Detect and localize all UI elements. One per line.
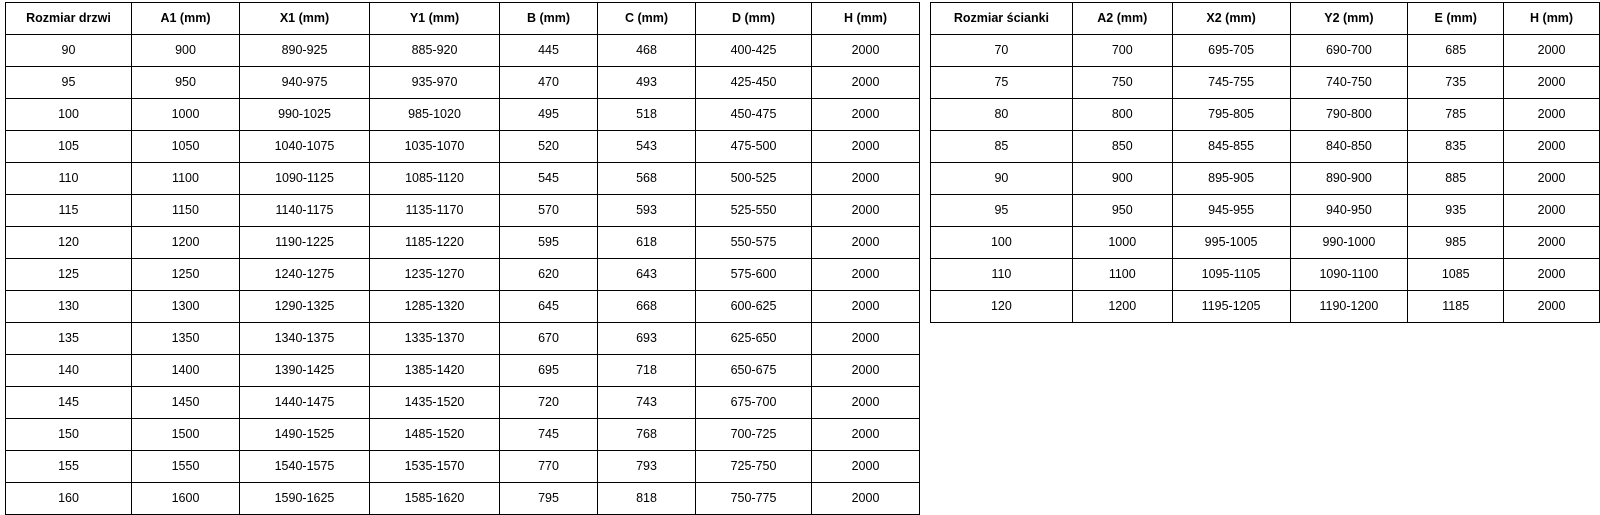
table-cell: 450-475 [696,99,812,131]
table-cell: 545 [500,163,598,195]
table-row [6,451,920,483]
table-cell: 95 [6,67,132,99]
table-cell: 2000 [812,291,920,323]
table-cell: 85 [931,131,1073,163]
table-cell: 643 [598,259,696,291]
table-cell: 1000 [1072,227,1172,259]
walls-column-header: Y2 (mm) [1290,3,1408,35]
table-cell: 1090-1100 [1290,259,1408,291]
table-cell: 1035-1070 [370,131,500,163]
table-cell: 795-805 [1172,99,1290,131]
table-cell: 2000 [812,35,920,67]
table-cell: 768 [598,419,696,451]
table-cell: 543 [598,131,696,163]
table-cell: 935 [1408,195,1504,227]
doors-table-header [6,3,920,35]
table-cell: 110 [931,259,1073,291]
table-cell: 1440-1475 [240,387,370,419]
table-cell: 620 [500,259,598,291]
table-cell: 1085-1120 [370,163,500,195]
table-cell: 700-725 [696,419,812,451]
table-cell: 785 [1408,99,1504,131]
table-row [931,67,1600,99]
table-cell: 2000 [812,259,920,291]
doors-column-header: B (mm) [500,3,598,35]
table-cell: 140 [6,355,132,387]
table-cell: 570 [500,195,598,227]
table-cell: 1290-1325 [240,291,370,323]
walls-column-header: H (mm) [1504,3,1600,35]
table-cell: 900 [1072,163,1172,195]
table-cell: 1040-1075 [240,131,370,163]
doors-column-header: A1 (mm) [132,3,240,35]
table-cell: 1140-1175 [240,195,370,227]
table-cell: 1450 [132,387,240,419]
table-cell: 935-970 [370,67,500,99]
table-cell: 125 [6,259,132,291]
table-cell: 795 [500,483,598,515]
table-cell: 2000 [1504,259,1600,291]
table-row [6,227,920,259]
table-cell: 110 [6,163,132,195]
doors-table-body [6,35,920,515]
table-cell: 740-750 [1290,67,1408,99]
table-cell: 518 [598,99,696,131]
table-cell: 790-800 [1290,99,1408,131]
table-cell: 940-975 [240,67,370,99]
table-cell: 1200 [132,227,240,259]
table-cell: 885-920 [370,35,500,67]
table-cell: 1500 [132,419,240,451]
table-cell: 2000 [1504,227,1600,259]
table-cell: 845-855 [1172,131,1290,163]
table-cell: 750 [1072,67,1172,99]
table-row [6,355,920,387]
table-cell: 2000 [1504,67,1600,99]
table-cell: 500-525 [696,163,812,195]
table-cell: 493 [598,67,696,99]
table-cell: 618 [598,227,696,259]
table-cell: 425-450 [696,67,812,99]
table-cell: 2000 [1504,131,1600,163]
table-cell: 1190-1225 [240,227,370,259]
table-cell: 945-955 [1172,195,1290,227]
table-cell: 950 [1072,195,1172,227]
table-cell: 1100 [1072,259,1172,291]
doors-column-header: X1 (mm) [240,3,370,35]
table-row [931,227,1600,259]
table-cell: 80 [931,99,1073,131]
table-cell: 525-550 [696,195,812,227]
doors-dimensions-table [5,2,920,515]
table-row [6,483,920,515]
walls-column-header: A2 (mm) [1072,3,1172,35]
table-cell: 1390-1425 [240,355,370,387]
walls-table-header [931,3,1600,35]
table-cell: 1335-1370 [370,323,500,355]
table-cell: 1350 [132,323,240,355]
table-cell: 1585-1620 [370,483,500,515]
table-cell: 1340-1375 [240,323,370,355]
table-cell: 1490-1525 [240,419,370,451]
table-cell: 650-675 [696,355,812,387]
table-header-row [931,3,1600,35]
table-cell: 150 [6,419,132,451]
table-cell: 1600 [132,483,240,515]
table-cell: 725-750 [696,451,812,483]
table-cell: 818 [598,483,696,515]
table-cell: 1195-1205 [1172,291,1290,323]
table-cell: 575-600 [696,259,812,291]
table-cell: 568 [598,163,696,195]
table-cell: 1190-1200 [1290,291,1408,323]
table-cell: 470 [500,67,598,99]
table-row [6,35,920,67]
table-cell: 2000 [812,323,920,355]
table-row [6,259,920,291]
table-cell: 745-755 [1172,67,1290,99]
table-cell: 2000 [1504,163,1600,195]
table-cell: 885 [1408,163,1504,195]
table-row [931,291,1600,323]
table-cell: 2000 [812,99,920,131]
table-cell: 2000 [812,131,920,163]
table-cell: 2000 [1504,195,1600,227]
doors-column-header: Rozmiar drzwi [6,3,132,35]
table-cell: 75 [931,67,1073,99]
table-cell: 155 [6,451,132,483]
table-cell: 695-705 [1172,35,1290,67]
table-cell: 1590-1625 [240,483,370,515]
table-cell: 2000 [812,163,920,195]
table-cell: 135 [6,323,132,355]
table-cell: 468 [598,35,696,67]
table-cell: 550-575 [696,227,812,259]
table-row [6,131,920,163]
table-cell: 1050 [132,131,240,163]
walls-column-header: E (mm) [1408,3,1504,35]
doors-column-header: H (mm) [812,3,920,35]
table-cell: 2000 [812,419,920,451]
table-cell: 990-1000 [1290,227,1408,259]
table-cell: 2000 [1504,99,1600,131]
table-cell: 600-625 [696,291,812,323]
table-cell: 130 [6,291,132,323]
table-cell: 2000 [812,355,920,387]
table-cell: 160 [6,483,132,515]
table-cell: 890-925 [240,35,370,67]
table-cell: 1435-1520 [370,387,500,419]
table-cell: 735 [1408,67,1504,99]
table-cell: 90 [6,35,132,67]
table-cell: 115 [6,195,132,227]
table-cell: 495 [500,99,598,131]
table-cell: 475-500 [696,131,812,163]
table-cell: 520 [500,131,598,163]
table-cell: 2000 [812,451,920,483]
table-row [6,291,920,323]
table-cell: 1550 [132,451,240,483]
table-cell: 100 [6,99,132,131]
table-cell: 950 [132,67,240,99]
walls-column-header: Rozmiar ścianki [931,3,1073,35]
table-cell: 1235-1270 [370,259,500,291]
walls-column-header: X2 (mm) [1172,3,1290,35]
table-row [6,323,920,355]
table-cell: 445 [500,35,598,67]
table-cell: 70 [931,35,1073,67]
table-cell: 2000 [1504,291,1600,323]
table-cell: 1090-1125 [240,163,370,195]
table-row [931,195,1600,227]
table-cell: 1095-1105 [1172,259,1290,291]
doors-column-header: D (mm) [696,3,812,35]
table-cell: 700 [1072,35,1172,67]
table-cell: 100 [931,227,1073,259]
table-cell: 400-425 [696,35,812,67]
table-cell: 985 [1408,227,1504,259]
table-cell: 1300 [132,291,240,323]
table-cell: 985-1020 [370,99,500,131]
table-row [931,99,1600,131]
table-cell: 2000 [812,483,920,515]
table-cell: 1250 [132,259,240,291]
table-header-row [6,3,920,35]
walls-dimensions-table-container [930,2,1600,323]
table-cell: 2000 [1504,35,1600,67]
table-cell: 1485-1520 [370,419,500,451]
table-cell: 695 [500,355,598,387]
walls-table-body [931,35,1600,323]
walls-dimensions-table [930,2,1600,323]
table-row [931,259,1600,291]
table-cell: 840-850 [1290,131,1408,163]
table-cell: 593 [598,195,696,227]
table-cell: 670 [500,323,598,355]
table-row [6,195,920,227]
doors-dimensions-table-container [5,2,920,515]
table-row [6,67,920,99]
table-cell: 690-700 [1290,35,1408,67]
table-cell: 1540-1575 [240,451,370,483]
table-cell: 793 [598,451,696,483]
doors-column-header: C (mm) [598,3,696,35]
table-cell: 105 [6,131,132,163]
table-cell: 940-950 [1290,195,1408,227]
table-row [6,387,920,419]
table-cell: 1085 [1408,259,1504,291]
table-cell: 1285-1320 [370,291,500,323]
table-cell: 685 [1408,35,1504,67]
table-row [6,419,920,451]
table-cell: 800 [1072,99,1172,131]
table-cell: 835 [1408,131,1504,163]
table-cell: 595 [500,227,598,259]
table-cell: 625-650 [696,323,812,355]
table-row [6,99,920,131]
table-cell: 1400 [132,355,240,387]
table-cell: 675-700 [696,387,812,419]
table-cell: 743 [598,387,696,419]
table-cell: 770 [500,451,598,483]
table-cell: 995-1005 [1172,227,1290,259]
table-cell: 2000 [812,387,920,419]
table-cell: 1135-1170 [370,195,500,227]
table-cell: 1385-1420 [370,355,500,387]
table-cell: 1185 [1408,291,1504,323]
table-cell: 668 [598,291,696,323]
table-row [6,163,920,195]
table-cell: 90 [931,163,1073,195]
table-cell: 900 [132,35,240,67]
table-cell: 1185-1220 [370,227,500,259]
table-cell: 850 [1072,131,1172,163]
table-cell: 1000 [132,99,240,131]
table-cell: 1200 [1072,291,1172,323]
table-cell: 120 [931,291,1073,323]
table-row [931,131,1600,163]
table-cell: 895-905 [1172,163,1290,195]
table-cell: 718 [598,355,696,387]
table-row [931,35,1600,67]
table-cell: 2000 [812,195,920,227]
table-cell: 145 [6,387,132,419]
table-cell: 95 [931,195,1073,227]
table-cell: 693 [598,323,696,355]
table-cell: 645 [500,291,598,323]
table-cell: 890-900 [1290,163,1408,195]
table-cell: 990-1025 [240,99,370,131]
table-cell: 1240-1275 [240,259,370,291]
table-cell: 750-775 [696,483,812,515]
table-cell: 1100 [132,163,240,195]
table-cell: 1150 [132,195,240,227]
table-cell: 1535-1570 [370,451,500,483]
doors-column-header: Y1 (mm) [370,3,500,35]
table-row [931,163,1600,195]
table-cell: 720 [500,387,598,419]
table-cell: 120 [6,227,132,259]
table-cell: 2000 [812,67,920,99]
table-cell: 745 [500,419,598,451]
table-cell: 2000 [812,227,920,259]
